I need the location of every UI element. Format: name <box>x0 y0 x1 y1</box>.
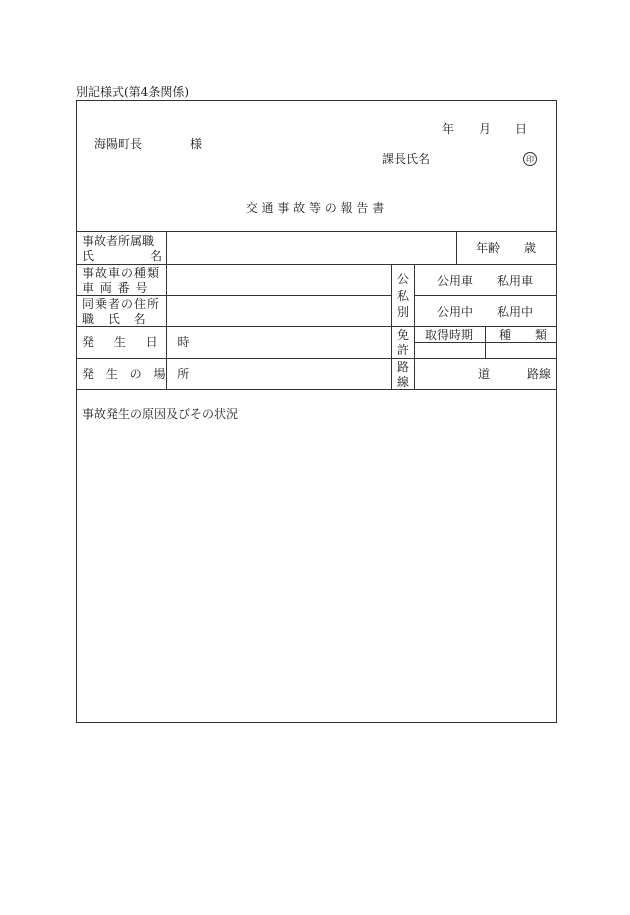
row3-label-b: 職 氏 名 <box>82 312 151 326</box>
honorific: 様 <box>190 137 203 151</box>
side-ro: 路 <box>397 360 410 374</box>
table-line-5 <box>76 389 557 390</box>
side-shi: 私 <box>397 289 410 303</box>
date-day: 日 <box>515 122 528 136</box>
date-month: 月 <box>479 122 492 136</box>
row5-label: 発 生 の 場 所 <box>82 367 194 381</box>
road-label: 道 <box>478 367 491 381</box>
table-line-4 <box>76 358 557 359</box>
row2-label-a: 事故車の種類 <box>82 266 161 280</box>
age-divider <box>456 231 457 264</box>
license-divider <box>485 326 486 358</box>
row2-label-b: 車 両 番 号 <box>82 281 149 295</box>
side-column-left <box>391 264 392 389</box>
row1-label-a: 事故者所属職 <box>82 234 155 248</box>
date-year: 年 <box>442 122 455 136</box>
addressee: 海陽町長 <box>94 137 143 151</box>
seal-mark: 印 <box>523 152 537 166</box>
side-sen: 線 <box>397 375 410 389</box>
table-line-2-left <box>76 295 391 296</box>
row3-label-a: 同乗者の住所 <box>82 297 161 311</box>
side-betsu: 別 <box>397 305 410 319</box>
private-use: 私用中 <box>497 305 534 319</box>
cause-label: 事故発生の原因及びその状況 <box>82 407 239 421</box>
form-label: 別記様式(第4条関係) <box>76 85 189 99</box>
age-unit: 歳 <box>524 241 537 255</box>
side-kou: 公 <box>397 272 410 286</box>
table-line-1 <box>76 264 557 265</box>
acquired-label: 取得時期 <box>425 328 474 342</box>
side-men: 免 <box>397 328 410 342</box>
row4-label: 発 生 日 時 <box>82 335 198 349</box>
table-line-2-right <box>414 295 557 296</box>
age-label: 年齢 <box>476 241 501 255</box>
route-label: 路線 <box>527 367 552 381</box>
sender-name-label: 課長氏名 <box>382 152 431 166</box>
private-car: 私用車 <box>497 274 534 288</box>
public-car: 公用車 <box>437 274 474 288</box>
license-type-label: 種 類 <box>499 328 548 342</box>
row1-label-b: 氏 名 <box>82 249 162 263</box>
side-column-right <box>414 264 415 389</box>
table-line-top <box>76 231 557 232</box>
label-column-divider <box>166 231 167 389</box>
document-title: 交 通 事 故 等 の 報 告 書 <box>245 201 385 215</box>
public-use: 公用中 <box>437 305 474 319</box>
side-kyo: 許 <box>397 343 410 357</box>
